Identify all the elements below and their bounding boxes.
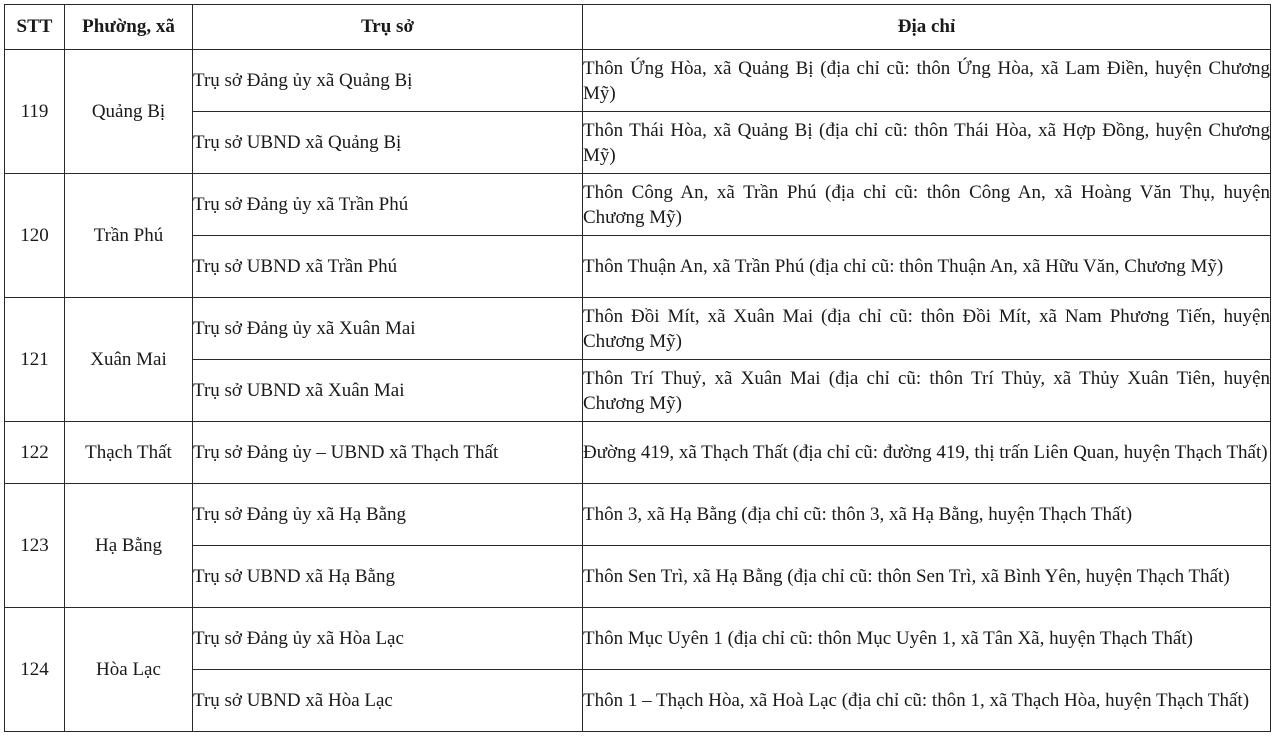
headquarters-cell: Trụ sở Đảng ủy xã Hòa Lạc (193, 608, 583, 670)
table-row (5, 112, 1271, 174)
headquarters-cell: Trụ sở Đảng ủy xã Hạ Bằng (193, 484, 583, 546)
ward-cell: Hòa Lạc (65, 608, 193, 732)
table-body (5, 50, 1271, 732)
address-cell: Thôn Mục Uyên 1 (địa chỉ cũ: thôn Mục Uyên 1, xã Tân Xã, huyện Thạch Thất) (583, 608, 1271, 670)
table-row (5, 50, 1271, 112)
headquarters-cell: Trụ sở Đảng ủy xã Trần Phú (193, 174, 583, 236)
header-headquarters: Trụ sở (193, 5, 583, 50)
table-row (5, 608, 1271, 670)
header-address: Địa chỉ (583, 5, 1271, 50)
address-cell: Thôn Thái Hòa, xã Quảng Bị (địa chỉ cũ: thôn Thái Hòa, xã Hợp Đồng, huyện Chương Mỹ) (583, 112, 1271, 174)
stt-cell: 119 (5, 50, 65, 174)
address-cell: Thôn Đồi Mít, xã Xuân Mai (địa chỉ cũ: thôn Đồi Mít, xã Nam Phương Tiến, huyện Chương Mỹ) (583, 298, 1271, 360)
headquarters-cell: Trụ sở UBND xã Xuân Mai (193, 360, 583, 422)
table-row (5, 484, 1271, 546)
stt-cell: 124 (5, 608, 65, 732)
table-row (5, 546, 1271, 608)
table-row (5, 174, 1271, 236)
address-cell: Thôn Ứng Hòa, xã Quảng Bị (địa chỉ cũ: thôn Ứng Hòa, xã Lam Điền, huyện Chương Mỹ) (583, 50, 1271, 112)
table-row (5, 298, 1271, 360)
table-row (5, 422, 1271, 484)
stt-cell: 120 (5, 174, 65, 298)
address-cell: Thôn Sen Trì, xã Hạ Bằng (địa chỉ cũ: thôn Sen Trì, xã Bình Yên, huyện Thạch Thất) (583, 546, 1271, 608)
table-header (5, 5, 1271, 50)
table-row (5, 360, 1271, 422)
stt-cell: 121 (5, 298, 65, 422)
table-row (5, 670, 1271, 732)
address-cell: Đường 419, xã Thạch Thất (địa chỉ cũ: đường 419, thị trấn Liên Quan, huyện Thạch Thất) (583, 422, 1271, 484)
headquarters-address-table (4, 4, 1271, 732)
address-cell: Thôn Trí Thuỷ, xã Xuân Mai (địa chỉ cũ: thôn Trí Thủy, xã Thủy Xuân Tiên, huyện Chương Mỹ) (583, 360, 1271, 422)
table-row (5, 236, 1271, 298)
ward-cell: Hạ Bằng (65, 484, 193, 608)
stt-cell: 123 (5, 484, 65, 608)
ward-cell: Xuân Mai (65, 298, 193, 422)
address-cell: Thôn 1 – Thạch Hòa, xã Hoà Lạc (địa chỉ cũ: thôn 1, xã Thạch Hòa, huyện Thạch Thất) (583, 670, 1271, 732)
header-ward: Phường, xã (65, 5, 193, 50)
ward-cell: Thạch Thất (65, 422, 193, 484)
stt-cell: 122 (5, 422, 65, 484)
header-row (5, 5, 1271, 50)
ward-cell: Trần Phú (65, 174, 193, 298)
headquarters-cell: Trụ sở UBND xã Hạ Bằng (193, 546, 583, 608)
header-stt: STT (5, 5, 65, 50)
headquarters-cell: Trụ sở UBND xã Trần Phú (193, 236, 583, 298)
headquarters-cell: Trụ sở Đảng ủy xã Quảng Bị (193, 50, 583, 112)
headquarters-cell: Trụ sở UBND xã Hòa Lạc (193, 670, 583, 732)
ward-cell: Quảng Bị (65, 50, 193, 174)
headquarters-cell: Trụ sở Đảng ủy – UBND xã Thạch Thất (193, 422, 583, 484)
address-cell: Thôn Thuận An, xã Trần Phú (địa chỉ cũ: thôn Thuận An, xã Hữu Văn, Chương Mỹ) (583, 236, 1271, 298)
headquarters-cell: Trụ sở Đảng ủy xã Xuân Mai (193, 298, 583, 360)
address-cell: Thôn 3, xã Hạ Bằng (địa chỉ cũ: thôn 3, xã Hạ Bằng, huyện Thạch Thất) (583, 484, 1271, 546)
headquarters-cell: Trụ sở UBND xã Quảng Bị (193, 112, 583, 174)
address-cell: Thôn Công An, xã Trần Phú (địa chỉ cũ: thôn Công An, xã Hoàng Văn Thụ, huyện Chương Mỹ) (583, 174, 1271, 236)
